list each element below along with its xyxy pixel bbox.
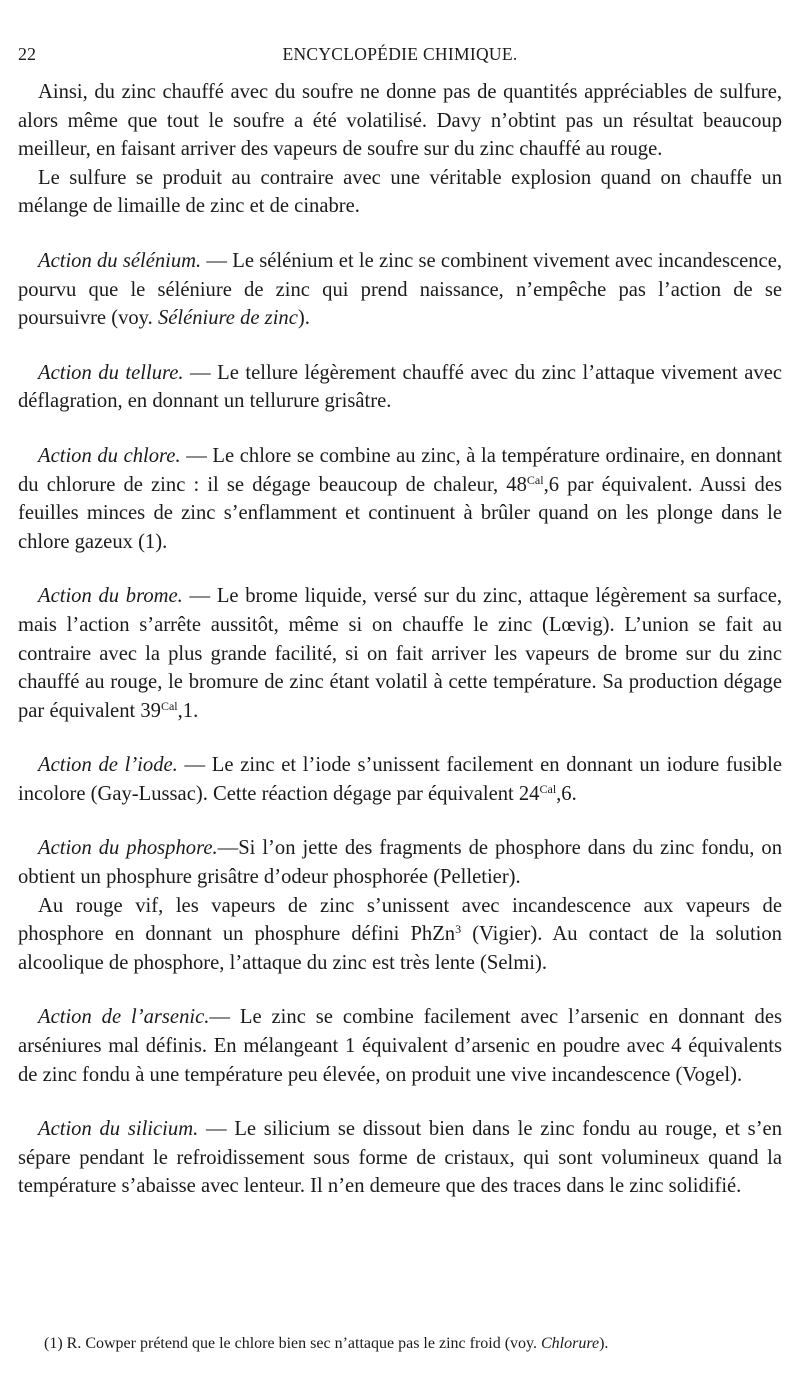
section-text-iode-a: — Le zinc et l’iode s’unissent facilement en donnant un iodure fusible incolore (Gay-Lussac). Cette réaction dégage par équivalent 24 [18,754,782,805]
page-body [18,78,782,1201]
footnote-text: R. Cowper prétend que le chlore bien sec n’attaque pas le zinc froid (voy. [62,1335,541,1352]
footnote [44,1333,764,1355]
footnote-end: ). [599,1335,609,1352]
section-tellure [18,359,782,416]
section-chlore [18,442,782,556]
section-text-brome-a: — Le brome liquide, versé sur du zinc, attaque légèrement sa surface, mais l’action s’arrête aussitôt, même si on chauffe le zinc (Lœvig). L’union se fait au contraire avec la plus grande facilité, si on fait arriver les vapeurs de brome sur du zinc chauffé au rouge, le bromure de zinc étant volatil à cette température. Sa production dégage par équivalent 39 [18,585,782,722]
intro-paragraph-2: Le sulfure se produit au contraire avec une véritable explosion quand on chauffe un mélange de limaille de zinc et de cinabre. [18,166,782,218]
unit-cal-iode: Cal [539,781,557,796]
section-phosphore-paragraph-2 [18,892,782,978]
section-brome [18,582,782,725]
section-phosphore [18,834,782,891]
section-title-selenium: Action du sélénium. [38,249,202,272]
section-text-chlore-a: — Le chlore se combine au zinc, à la température ordinaire, en donnant du chlorure de zinc : il se dégage beaucoup de chaleur, 48 [18,444,782,496]
page-number: 22 [18,44,36,64]
footnote-marker: (1) [44,1335,63,1352]
formula-subscript: 3 [455,922,462,937]
section-arsenic [18,1003,782,1089]
page-header [18,44,782,68]
section-title-chlore: Action du chlore. [38,444,181,467]
section-title-iode: Action de l’iode. [38,754,178,777]
section-text-iode-b: ,6. [556,782,577,805]
section-text-tellure: — Le tellure légèrement chauffé avec du zinc l’attaque vivement avec déflagration, en donnant un tellurure grisâtre. [18,361,782,413]
section-title-phosphore: Action du phosphore. [38,837,218,860]
cross-reference-seleniure: Séléniure de zinc [157,307,298,330]
section-title-arsenic: Action de l’arsenic. [38,1006,210,1029]
phosphore-text-a: Au rouge vif, les vapeurs de zinc s’unissent avec incandescence aux vapeurs de phosphore en donnant un phosphure défini PhZn [18,894,782,946]
section-text-arsenic: — Le zinc se combine facilement avec l’arsenic en donnant des arséniures mal définis. En mélangeant 1 équivalent d’arsenic en poudre avec 4 équivalents de zinc fondu à une température peu élevée, on produit une vive incandescence (Vogel). [18,1006,782,1086]
section-text-silicium: — Le silicium se dissout bien dans le zinc fondu au rouge, et s’en sépare pendant le refroidissement sous forme de cristaux, qui sont volumineux quand la température s’abaisse avec lenteur. Il n’en demeure que des traces dans le zinc solidifié. [18,1118,782,1198]
section-silicium [18,1115,782,1201]
running-title: ENCYCLOPÉDIE CHIMIQUE. [282,44,518,64]
section-text-brome-b: ,1. [177,699,199,722]
unit-cal-brome: Cal [160,698,178,713]
section-end-selenium: ). [297,307,310,330]
section-text-selenium: — Le sélénium et le zinc se combinent vivement avec incandescence, pourvu que le séléniure de zinc qui prend naissance, n’empêche pas l’action de se poursuivre (voy. [18,249,782,330]
intro-paragraph-1: Ainsi, du zinc chauffé avec du soufre ne donne pas de quantités appréciables de sulfure, alors même que tout le soufre a été volatilisé. Davy n’obtint pas un résultat beaucoup meilleur, en faisant arriver des vapeurs de soufre sur du zinc chauffé au rouge. [18,81,782,161]
section-title-tellure: Action du tellure. [38,361,184,384]
phosphore-text-b: (Vigier). Au contact de la solution alcoolique de phosphore, l’attaque du zinc est très lente (Selmi). [18,923,782,974]
section-title-brome: Action du brome. [38,585,183,608]
section-text-phosphore: —Si l’on jette des fragments de phosphore dans du zinc fondu, on obtient un phosphure grisâtre d’odeur phosphorée (Pelletier). [18,837,782,889]
section-text-chlore-b: ,6 par équivalent. Aussi des feuilles minces de zinc s’enflamment et continuent à brûler quand on les plonge dans le chlore gazeux (1). [18,473,782,553]
section-title-silicium: Action du silicium. [38,1118,199,1141]
unit-cal-chlore: Cal [526,472,544,487]
section-selenium [18,247,782,333]
footnote-reference: Chlorure [541,1335,600,1352]
section-iode [18,751,782,808]
